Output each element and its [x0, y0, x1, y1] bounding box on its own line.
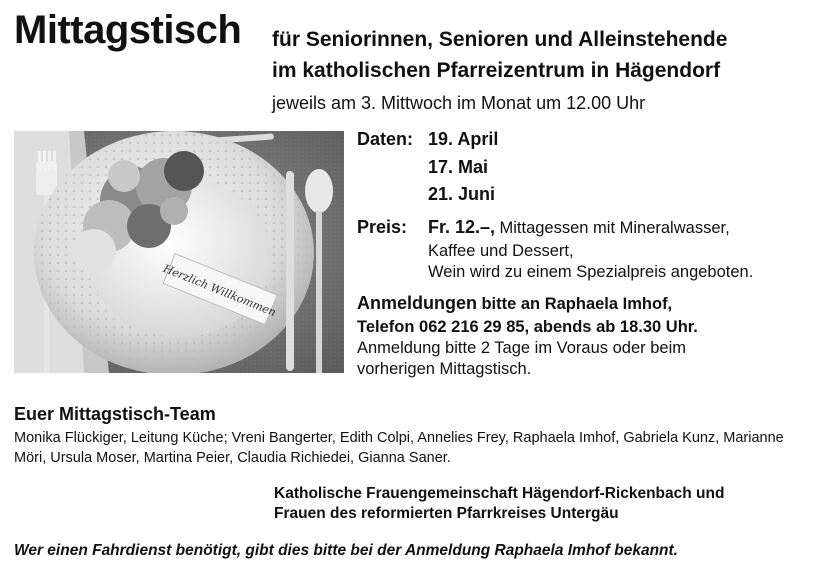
subtitle-audience: für Seniorinnen, Senioren und Alleinstehende — [272, 28, 728, 51]
price-label: Preis: — [357, 217, 408, 237]
page-title: Mittagstisch — [14, 8, 242, 52]
dates-label: Daten: — [357, 129, 414, 149]
table-setting-photo — [14, 131, 344, 373]
date-item-3: 21. Juni — [428, 184, 496, 204]
price-line-1 — [428, 215, 730, 241]
plate-illustration — [14, 131, 344, 373]
organizer-line-1: Katholische Frauengemeinschaft Hägendorf-Rickenbach und — [274, 485, 725, 502]
date-item-1: 19. April — [428, 129, 499, 149]
registration-phone: Telefon 062 216 29 85, abends ab 18.30 Uhr. — [357, 318, 698, 336]
transport-note: Wer einen Fahrdienst benötigt, gibt dies bitte bei der Anmeldung Raphaela Imhof bekannt. — [14, 542, 678, 559]
registration-contact: bitte an Raphaela Imhof, — [481, 295, 673, 313]
registration-heading — [357, 292, 672, 316]
schedule-text: jeweils am 3. Mittwoch im Monat um 12.00 Uhr — [272, 93, 646, 113]
price-amount: Fr. 12.–, — [428, 217, 496, 237]
subtitle-location: im katholischen Pfarreizentrum in Hägendorf — [272, 59, 721, 82]
organizers — [274, 484, 724, 524]
registration-note-2: vorherigen Mittagstisch. — [357, 360, 532, 378]
name-card-text: Herzlich Willkommen — [161, 261, 278, 320]
price-desc-3: Wein wird zu einem Spezialpreis angeboten. — [428, 263, 754, 281]
price-desc-2: Kaffee und Dessert, — [428, 242, 574, 260]
price-desc-1: Mittagessen mit Mineralwasser, — [499, 219, 730, 237]
registration-note-1: Anmeldung bitte 2 Tage im Voraus oder beim — [357, 339, 686, 357]
team-members: Monika Flückiger, Leitung Küche; Vreni Bangerter, Edith Colpi, Annelies Frey, Raphaela Imhof, Gabriela Kunz, Marianne Möri, Ursula Moser, Martina Peier, Claudia Richiedei, Gianna Saner. — [14, 430, 784, 466]
team-title: Euer Mittagstisch-Team — [14, 404, 216, 424]
registration-title: Anmeldungen — [357, 293, 477, 313]
organizer-line-2: Frauen des reformierten Pfarrkreises Untergäu — [274, 505, 619, 522]
date-item-2: 17. Mai — [428, 157, 489, 177]
